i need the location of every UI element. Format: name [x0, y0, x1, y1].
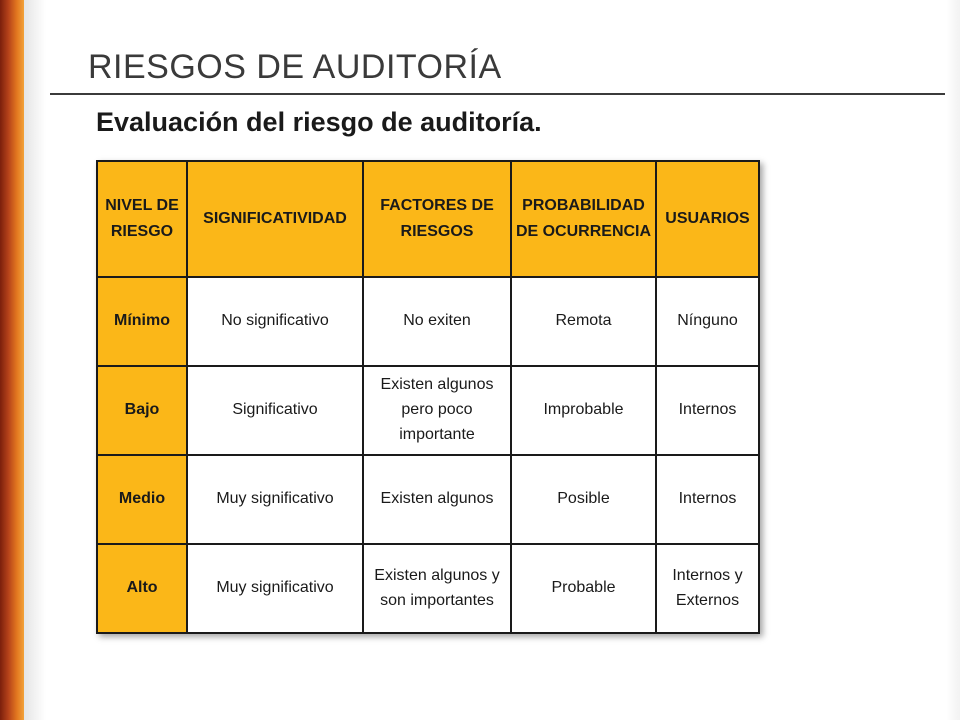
risk-factors-cell: No exiten [363, 277, 511, 366]
risk-evaluation-table [96, 160, 760, 634]
header-usuarios: USUARIOS [656, 161, 759, 277]
significance-cell: Muy significativo [187, 544, 363, 633]
risk-factors-cell: Existen algunos [363, 455, 511, 544]
significance-cell: No significativo [187, 277, 363, 366]
risk-level-cell: Bajo [97, 366, 187, 455]
users-cell: Nínguno [656, 277, 759, 366]
header-factores-de-riesgos: FACTORES DE RIESGOS [363, 161, 511, 277]
table-header-row [97, 161, 759, 277]
header-significatividad: SIGNIFICATIVIDAD [187, 161, 363, 277]
table-row [97, 544, 759, 633]
header-nivel-de-riesgo: NIVEL DE RIESGO [97, 161, 187, 277]
header-probabilidad-de-ocurrencia: PROBABILIDAD DE OCURRENCIA [511, 161, 656, 277]
risk-factors-cell: Existen algunos y son importantes [363, 544, 511, 633]
accent-bar [0, 0, 24, 720]
table-row [97, 455, 759, 544]
risk-level-cell: Alto [97, 544, 187, 633]
slide-title: RIESGOS DE AUDITORÍA [88, 48, 502, 86]
table-row [97, 277, 759, 366]
users-cell: Internos y Externos [656, 544, 759, 633]
probability-cell: Probable [511, 544, 656, 633]
probability-cell: Remota [511, 277, 656, 366]
slide-edge [946, 0, 960, 720]
risk-level-cell: Medio [97, 455, 187, 544]
probability-cell: Posible [511, 455, 656, 544]
users-cell: Internos [656, 455, 759, 544]
users-cell: Internos [656, 366, 759, 455]
probability-cell: Improbable [511, 366, 656, 455]
accent-bar-shadow [24, 0, 46, 720]
title-divider [50, 93, 945, 95]
table-row [97, 366, 759, 455]
risk-level-cell: Mínimo [97, 277, 187, 366]
significance-cell: Significativo [187, 366, 363, 455]
risk-factors-cell: Existen algunos pero poco importante [363, 366, 511, 455]
significance-cell: Muy significativo [187, 455, 363, 544]
slide-subtitle: Evaluación del riesgo de auditoría. [96, 107, 542, 137]
